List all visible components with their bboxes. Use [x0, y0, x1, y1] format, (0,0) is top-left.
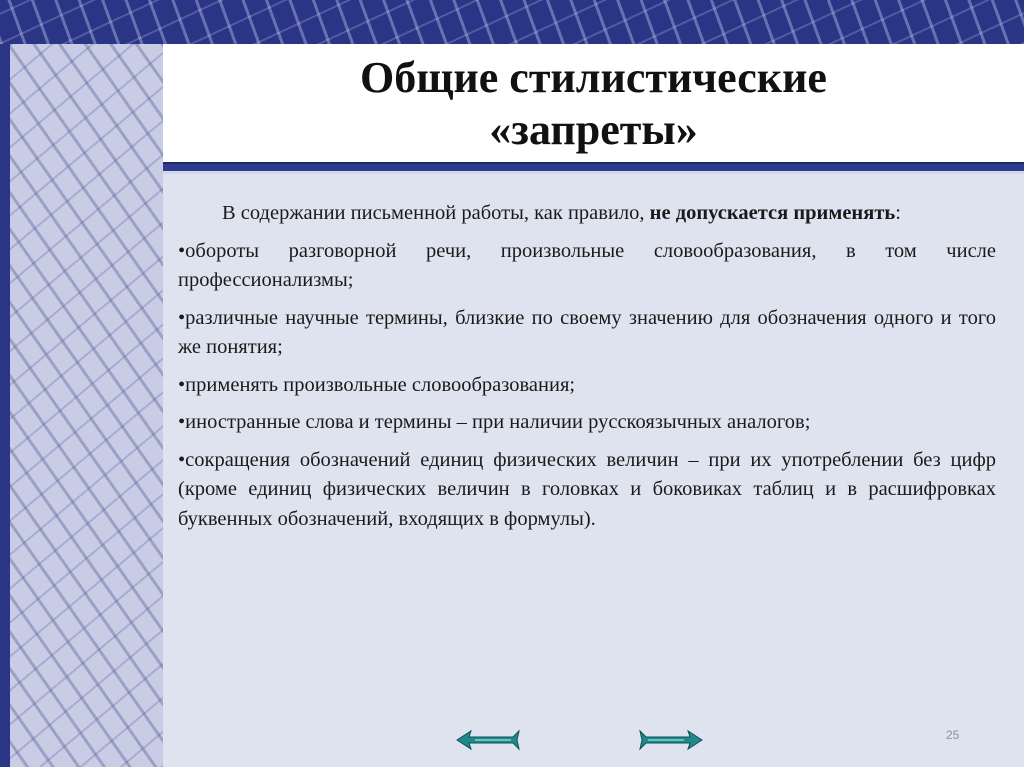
bullet-item: •различные научные термины, близкие по своему значению для обозначения одного и того же понятия;	[178, 306, 996, 358]
title-divider	[163, 162, 1024, 174]
title-line-1: Общие стилистические	[360, 53, 827, 102]
intro-emphasis: не допускается применять	[649, 202, 896, 224]
arrow-left-icon	[455, 727, 521, 753]
intro-text: В содержании письменной работы, как правило,	[222, 202, 650, 224]
bullet-item: •применять произвольные словообразования;	[178, 373, 576, 396]
intro-paragraph	[178, 199, 996, 229]
next-slide-button[interactable]	[638, 727, 704, 753]
left-decorative-strip	[0, 44, 163, 767]
bullet-item: •обороты разговорной речи, произвольные словообразования, в том числе профессионализмы;	[178, 239, 996, 291]
intro-colon: :	[895, 202, 901, 224]
bullet-item: •иностранные слова и термины – при наличии русскоязычных аналогов;	[178, 411, 811, 433]
bullet-item: •сокращения обозначений единиц физических величин – при их употреблении без цифр (кроме единиц физических величин в головках и боковиках таблиц и в расшифровках буквенных обозначений, входящих в формулы).	[178, 448, 996, 530]
prev-slide-button[interactable]	[455, 727, 521, 753]
arrow-right-icon	[638, 727, 704, 753]
left-edge-bar	[0, 44, 10, 767]
slide-number: 25	[946, 728, 960, 742]
slide-body	[178, 199, 996, 542]
slide-title	[163, 46, 1024, 162]
title-line-2: «запреты»	[489, 105, 698, 154]
top-decorative-band	[0, 0, 1024, 44]
